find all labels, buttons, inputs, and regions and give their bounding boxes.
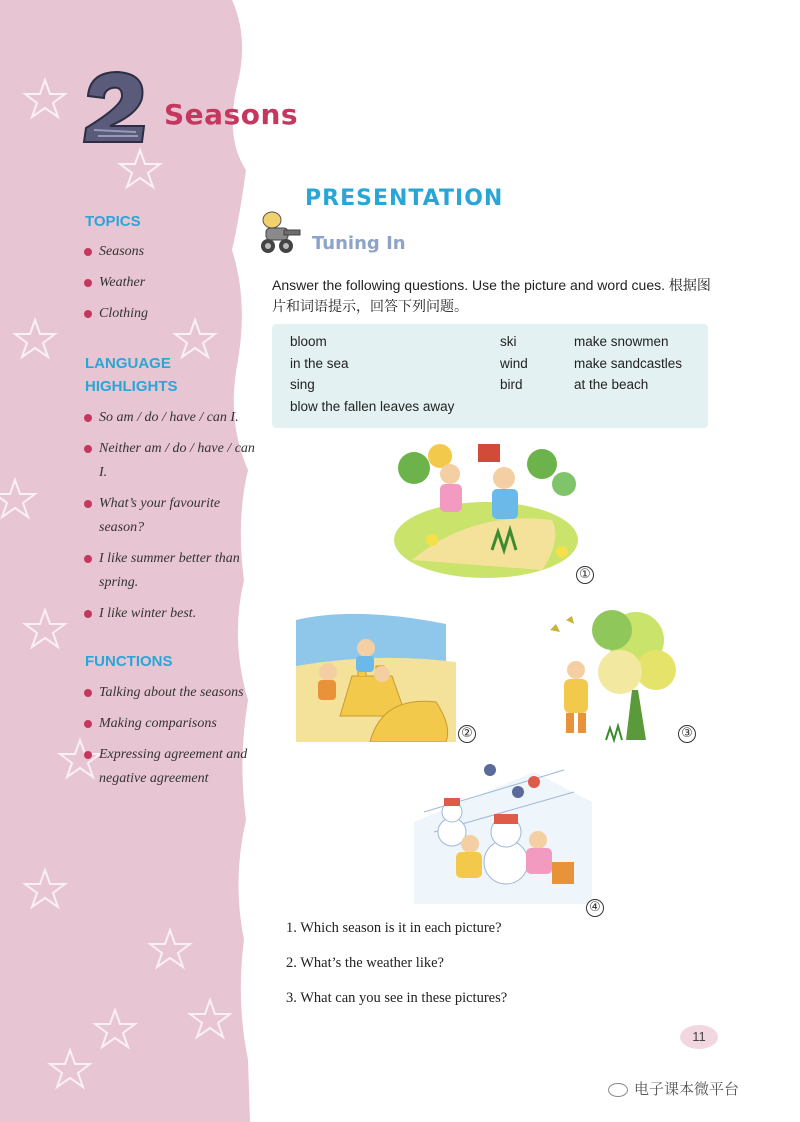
bullet-icon [84,689,92,697]
bullet-icon [84,279,92,287]
mascot-icon [256,206,306,256]
page-number: 11 [680,1025,718,1049]
bullet-icon [84,720,92,728]
cue-word: bird [500,377,523,392]
function-item: Talking about the seasons [84,681,256,705]
question-item: 1. Which season is it in each picture? [286,920,502,936]
spring-park-picture [392,440,580,580]
language-item: I like summer better than spring. [84,547,256,595]
bullet-icon [84,445,92,453]
language-item: So am / do / have / can I. [84,406,256,430]
topics-list [84,240,256,333]
function-item: Expressing agreement and negative agreement [84,743,256,791]
question-item: 2. What’s the weather like? [286,955,444,971]
topic-item: Weather [84,271,256,295]
watermark [608,1078,739,1099]
topics-heading: TOPICS [85,213,141,230]
cue-word: make sandcastles [574,356,683,371]
language-heading: LANGUAGE HIGHLIGHTS [85,355,178,395]
instruction-text: Answer the following questions. Use the picture and word cues. 根据图片和词语提示，回答下列问题。 [272,277,711,314]
autumn-tree-picture [546,600,678,746]
wechat-icon [608,1083,628,1097]
unit-title: Seasons [164,98,299,131]
section-heading: PRESENTATION [305,186,504,211]
cue-word: bloom [290,334,327,349]
language-item: Neither am / do / have / can I. [84,437,256,485]
language-item: I like winter best. [84,602,256,626]
bullet-icon [84,310,92,318]
functions-heading: FUNCTIONS [85,653,173,670]
question-item: 3. What can you see in these pictures? [286,990,508,1006]
topic-item: Clothing [84,302,256,326]
picture-number: ④ [586,899,604,917]
bullet-icon [84,555,92,563]
bullet-icon [84,414,92,422]
bullet-icon [84,751,92,759]
word-cue-box [272,324,708,428]
picture-number: ① [576,566,594,584]
language-list [84,406,256,633]
language-item: What’s your favourite season? [84,492,256,540]
cue-word: wind [500,356,528,371]
bullet-icon [84,500,92,508]
summer-beach-picture [296,606,456,742]
unit-number-badge [76,66,156,146]
bullet-icon [84,248,92,256]
bullet-icon [84,610,92,618]
watermark-text: 电子课本微平台 [634,1080,740,1098]
picture-number: ③ [678,725,696,743]
question-list [286,920,507,1025]
cue-word: make snowmen [574,334,669,349]
cue-word: blow the fallen leaves away [290,399,455,414]
subsection-heading: Tuning In [312,233,406,254]
cue-word: at the beach [574,377,649,392]
winter-snow-picture [414,762,592,904]
cue-word: ski [500,334,517,349]
picture-number: ② [458,725,476,743]
topic-item: Seasons [84,240,256,264]
cue-word: in the sea [290,356,349,371]
cue-word: sing [290,377,315,392]
function-item: Making comparisons [84,712,256,736]
functions-list [84,681,256,798]
